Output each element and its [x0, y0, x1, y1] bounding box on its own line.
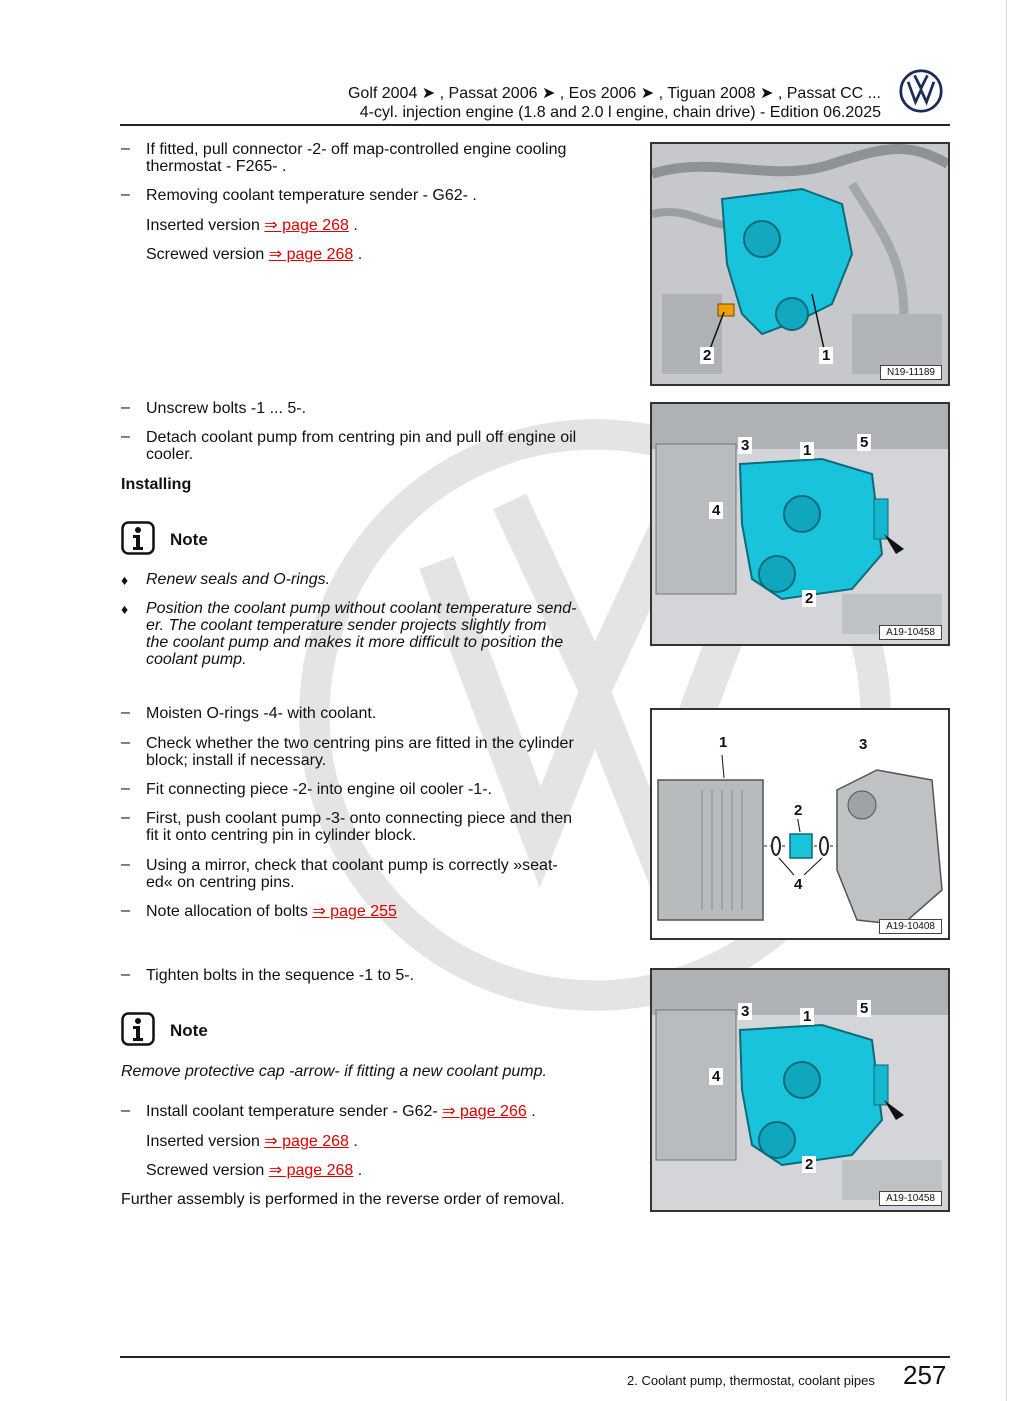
sub-text: Inserted version ⇒ page 268 .: [146, 217, 358, 234]
step-text: Removing coolant temperature sender - G62- .: [146, 187, 477, 204]
page-link[interactable]: ⇒ page 268: [264, 217, 349, 234]
step-text: Fit connecting piece -2- into engine oil cooler -1-.: [146, 781, 492, 798]
vw-logo-icon: [898, 68, 944, 114]
callout: 5: [857, 434, 871, 451]
step-text: Using a mirror, check that coolant pump is correctly »seat-: [146, 857, 558, 874]
callout: 1: [800, 442, 814, 459]
callout: 2: [791, 802, 805, 819]
note-text: Remove protective cap -arrow- if fitting a new coolant pump.: [121, 1063, 547, 1080]
dash: –: [121, 186, 130, 203]
footer-rule: [120, 1356, 950, 1358]
step-text: fit it onto centring pin in cylinder block.: [146, 827, 417, 844]
info-icon: [121, 1012, 155, 1046]
figure-3: [650, 708, 950, 940]
callout: 1: [800, 1008, 814, 1025]
callout: 3: [738, 1003, 752, 1020]
callout: 4: [791, 876, 805, 893]
dash: –: [121, 780, 130, 797]
callout: 4: [709, 1068, 723, 1085]
exploded-view-illustration: [652, 710, 948, 938]
sub-text: Screwed version ⇒ page 268 .: [146, 246, 363, 263]
step-text: Detach coolant pump from centring pin and pull off engine oil: [146, 429, 577, 446]
page-number: 257: [903, 1360, 947, 1390]
info-icon: [121, 521, 155, 555]
figure-label: A19-10458: [879, 1191, 942, 1206]
footer-section: 2. Coolant pump, thermostat, coolant pipes: [627, 1373, 875, 1388]
step-text: Install coolant temperature sender - G62- ⇒ page 266 .: [146, 1103, 536, 1120]
figure-label: A19-10458: [879, 625, 942, 640]
bullet: ♦: [121, 572, 129, 588]
dash: –: [121, 428, 130, 445]
engine-illustration: [652, 404, 948, 644]
step-text: If fitted, pull connector -2- off map-controlled engine cooling: [146, 141, 567, 158]
step-text: thermostat - F265- .: [146, 158, 287, 175]
step-text: First, push coolant pump -3- onto connecting piece and then: [146, 810, 573, 827]
final-text: Further assembly is performed in the reverse order of removal.: [121, 1191, 565, 1208]
page-edge: [1006, 0, 1007, 1401]
step-text: Note allocation of bolts ⇒ page 255: [146, 903, 397, 920]
callout: 1: [819, 347, 833, 364]
header-models: Golf 2004 ➤ , Passat 2006 ➤ , Eos 2006 ➤ , Tiguan 2008 ➤ , Passat CC ...: [347, 85, 881, 102]
step-text: block; install if necessary.: [146, 752, 327, 769]
callout: 1: [716, 734, 730, 751]
note-bullet-text: Position the coolant pump without coolant temperature send-: [146, 600, 577, 617]
figure-label: N19-11189: [880, 365, 942, 380]
callout: 2: [802, 590, 816, 607]
engine-illustration: [652, 144, 948, 384]
bullet: ♦: [121, 601, 129, 617]
dash: –: [121, 856, 130, 873]
step-text: cooler.: [146, 446, 194, 463]
dash: –: [121, 809, 130, 826]
installing-heading: Installing: [121, 476, 192, 493]
step-text: Unscrew bolts -1 ... 5-.: [146, 400, 307, 417]
callout: 4: [709, 502, 723, 519]
figure-4: [650, 968, 950, 1212]
dash: –: [121, 734, 130, 751]
note-bullet-text: coolant pump.: [146, 651, 247, 668]
page-link[interactable]: ⇒ page 255: [312, 903, 397, 920]
step-text: Check whether the two centring pins are fitted in the cylinder: [146, 735, 574, 752]
step-text: Moisten O-rings -4- with coolant.: [146, 705, 377, 722]
sub-text: Screwed version ⇒ page 268 .: [146, 1162, 363, 1179]
dash: –: [121, 966, 130, 983]
header-engine: 4-cyl. injection engine (1.8 and 2.0 l engine, chain drive) - Edition 06.2025: [359, 104, 881, 121]
figure-label: A19-10408: [879, 919, 942, 934]
page-link[interactable]: ⇒ page 268: [268, 1162, 354, 1179]
figure-1: [650, 142, 950, 386]
step-text: Tighten bolts in the sequence -1 to 5-.: [146, 967, 415, 984]
callout: 3: [856, 736, 870, 753]
dash: –: [121, 1102, 130, 1119]
note-bullet-text: the coolant pump and makes it more difficult to position the: [146, 634, 564, 651]
callout: 2: [700, 347, 714, 364]
dash: –: [121, 902, 130, 919]
note-bullet-text: Renew seals and O-rings.: [146, 571, 331, 588]
callout: 3: [738, 437, 752, 454]
engine-illustration: [652, 970, 948, 1210]
step-text: ed« on centring pins.: [146, 874, 295, 891]
note-bullet-text: er. The coolant temperature sender projects slightly from: [146, 617, 547, 634]
note-label: Note: [170, 530, 208, 549]
page-link[interactable]: ⇒ page 268: [268, 246, 354, 263]
callout: 5: [857, 1000, 871, 1017]
dash: –: [121, 704, 130, 721]
dash: –: [121, 140, 130, 157]
figure-2: [650, 402, 950, 646]
header-rule: [120, 124, 950, 126]
dash: –: [121, 399, 130, 416]
callout: 2: [802, 1156, 816, 1173]
page-link[interactable]: ⇒ page 268: [264, 1133, 349, 1150]
sub-text: Inserted version ⇒ page 268 .: [146, 1133, 358, 1150]
page-link[interactable]: ⇒ page 266: [442, 1103, 527, 1120]
note-label: Note: [170, 1021, 208, 1040]
